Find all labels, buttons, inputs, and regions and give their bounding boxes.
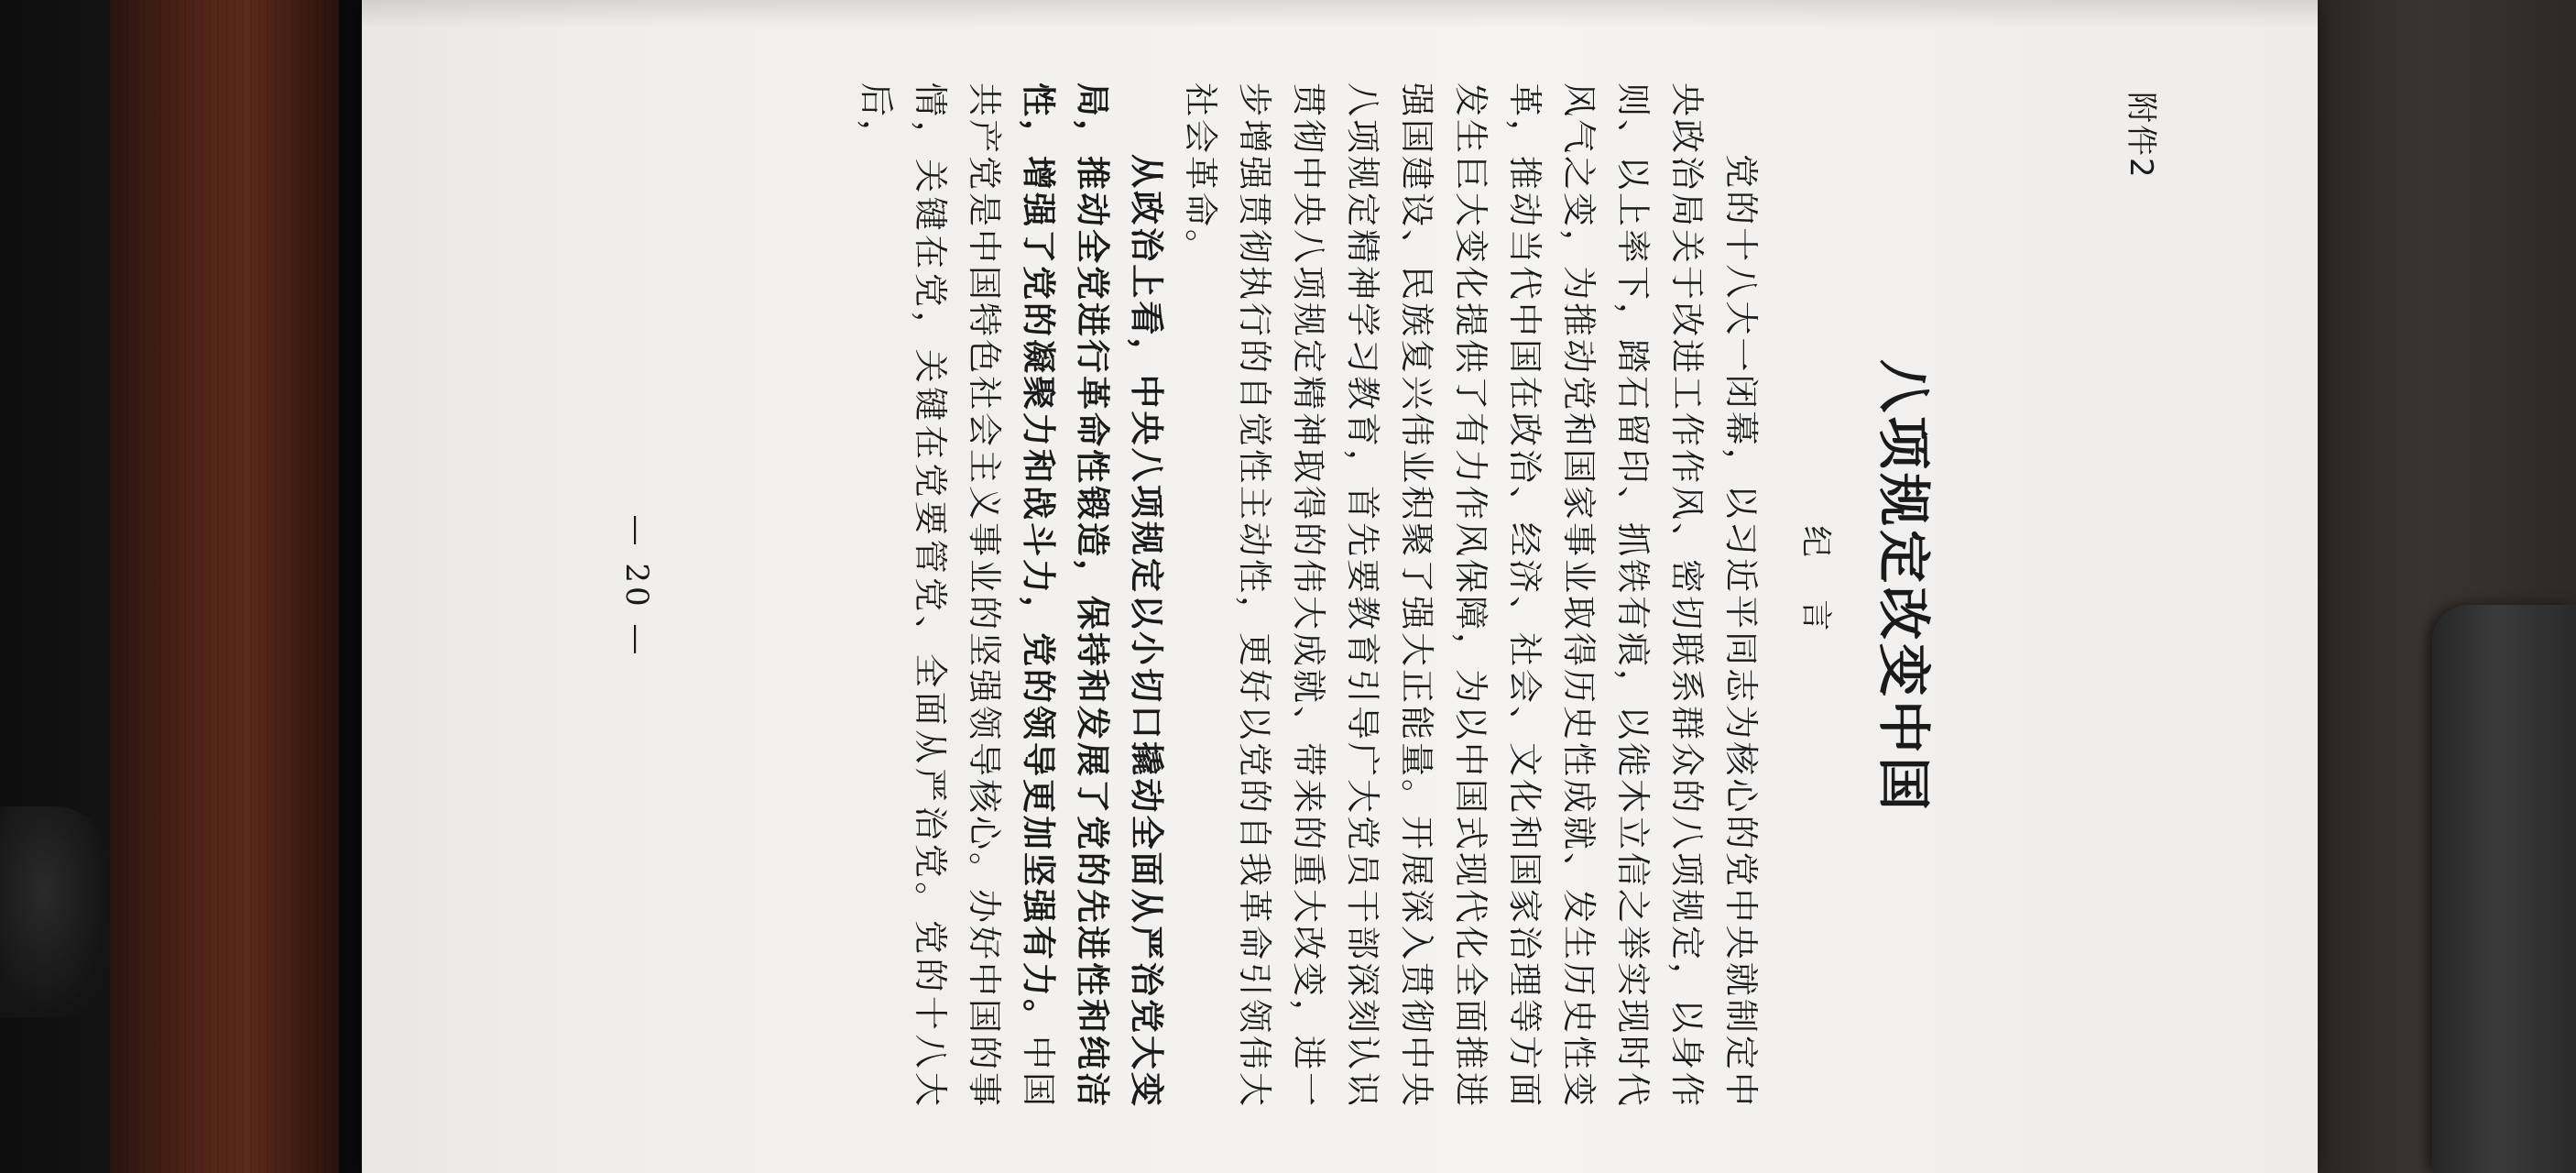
- document-author: 纪 言: [1797, 525, 1834, 648]
- page-number: — 20 —: [618, 514, 655, 659]
- binder-strip: [339, 0, 362, 1173]
- paper-shadow: [362, 0, 2318, 27]
- device-object: [2432, 605, 2576, 1173]
- attachment-label: 附件2: [2123, 92, 2159, 180]
- paragraph-2: [849, 82, 1173, 1109]
- chair-object: [0, 806, 110, 1017]
- paragraph-2-rest: 中国共产党是中国特色社会主义事业的坚强领导核心。办好中国的事情，关键在党，关键在党要管党、全面从严治党。党的十八大后，: [857, 82, 1058, 1109]
- paragraph-1: 党的十八大一闭幕，以习近平同志为核心的党中央就制定中央政治局关于改进工作作风、密切联系群众的八项规定，以身作则、以上率下，踏石留印、抓铁有痕，以徙木立信之举实现时代风气之变，为推动党和国家事业取得历史性成就、发生历史性变革，推动当代中国在政治、经济、社会、文化和国家治理等方面发生巨大变化提供了有力作风保障，为以中国式现代化全面推进强国建设、民族复兴伟业积聚了强大正能量。开展深入贯彻中央八项规定精神学习教育，首先要教育引导广大党员干部深刻认识贯彻中央八项规定精神取得的伟大成就、带来的重大改变，进一步增强贯彻执行的自觉性主动性，更好以党的自我革命引领伟大社会革命。: [1181, 82, 1761, 1109]
- document-page: [499, 27, 2203, 1146]
- wood-grain: [110, 0, 357, 1173]
- paragraph-2-bold: 从政治上看，中央八项规定以小切口撬动全面从严治党大变局，推动全党进行革命性锻造，保持和发展了党的先进性和纯洁性，增强了党的凝聚力和战斗力，党的领导更加坚强有力。: [1019, 82, 1166, 1109]
- document-title: 八项规定改变中国: [1872, 358, 1935, 814]
- document-body: [849, 82, 1768, 1109]
